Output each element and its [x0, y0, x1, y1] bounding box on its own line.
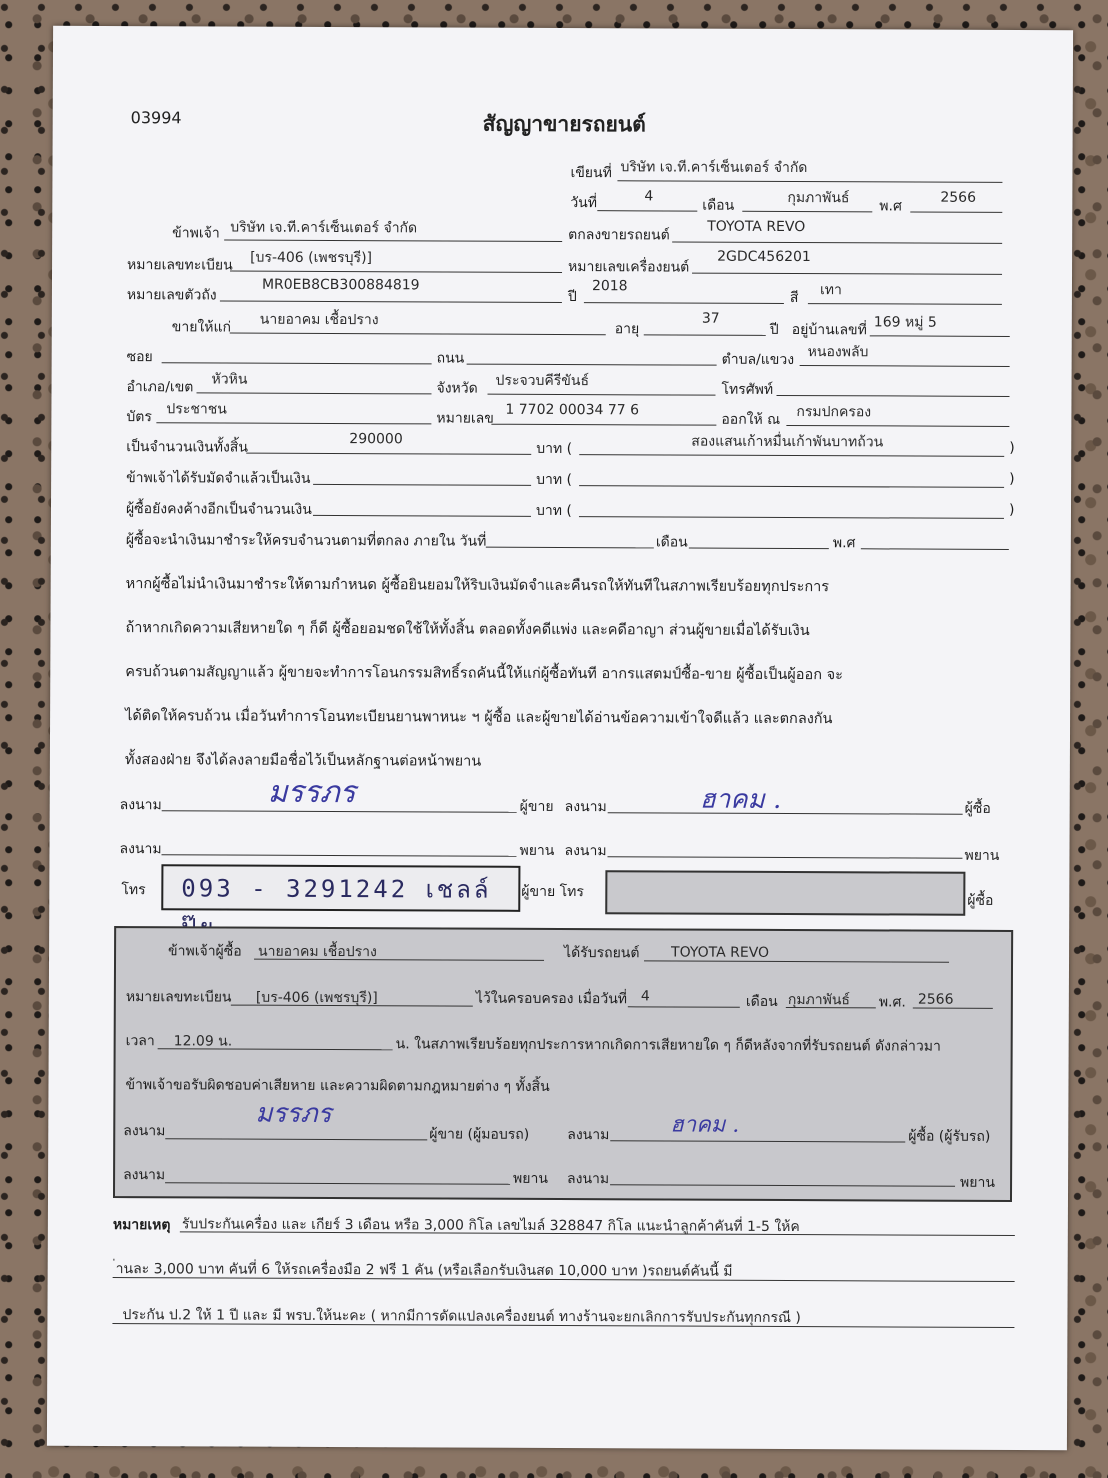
receipt-month-label: เดือน	[745, 993, 778, 1010]
receipt-time-value: 12.09 น.	[173, 1033, 233, 1050]
remain-line	[313, 515, 531, 517]
contract-sheet	[47, 26, 1073, 1450]
receipt-car-line	[644, 960, 949, 962]
written-at-label: เขียนที่	[570, 165, 612, 182]
amphoe-label: อำเภอ/เขต	[126, 379, 194, 396]
road-line	[467, 364, 717, 366]
chassis-line	[220, 301, 562, 303]
soi-line	[162, 362, 432, 364]
agree-label: ตกลงขายรถยนต์	[568, 227, 670, 244]
years-label: ปี	[769, 321, 779, 338]
date-label: วันที่	[570, 195, 598, 212]
buyer-sign-label: ลงนาม	[564, 799, 607, 816]
day-value: 4	[644, 188, 654, 205]
handwritten-phone: 093 - 3291242 เชลล์	[181, 874, 492, 904]
buyer-phone-role: ผู้ซื้อ	[967, 892, 994, 909]
issued-value: กรมปกครอง	[796, 404, 872, 421]
receipt-reg-label: หมายเลขทะเบียน	[125, 989, 232, 1006]
receipt-witness2-role: พยาน	[960, 1174, 995, 1191]
tambon-line	[800, 365, 1010, 367]
house-line	[870, 335, 1010, 337]
year-line	[910, 212, 1002, 213]
phone-label: โทรศัพท์	[721, 381, 774, 398]
receipt-buyer-role: ผู้ซื้อ (ผู้รับรถ)	[908, 1128, 991, 1145]
receipt-year-value: 2566	[917, 991, 954, 1008]
chassis-value: MR0EB8CB300884819	[261, 276, 420, 294]
total-line	[246, 453, 531, 455]
reg-label: หมายเลขทะเบียน	[127, 257, 233, 274]
card-label: บัตร	[126, 409, 152, 426]
id-line	[491, 424, 716, 426]
deposit-baht-label: บาท (	[536, 471, 573, 489]
car-year-value: 2018	[591, 278, 628, 295]
road-label: ถนน	[436, 350, 465, 367]
car-model-line	[672, 241, 1002, 243]
tambon-label: ตำบล/แขวง	[721, 351, 795, 369]
document-number: 03994	[130, 108, 182, 128]
receipt-condition-text: น. ในสภาพเรียบร้อยทุกประการหากเกิดการเสียหายใด ๆ ก็ดีหลังจากที่รับรถยนต์ ดังกล่าวมา	[395, 1036, 941, 1055]
pay-month-label: เดือน	[655, 534, 688, 551]
phone-line	[776, 395, 1009, 397]
witness2-sign-line	[607, 856, 962, 859]
buyer-value: นายอาคม เชื้อปราง	[259, 311, 379, 329]
witness1-role: พยาน	[519, 842, 555, 859]
buyer-sign-line	[608, 812, 963, 815]
terms-line-3: ครบถ้วนตามสัญญาแล้ว ผู้ขายจะทำการโอนกรรมสิทธิ์รถคันนี้ให้แก่ผู้ซื้อทันที อากรแสตมป์ซื้อ-ขาย ผู้ซื้อเป็นผู้ออก จะ	[125, 664, 843, 684]
terms-line-1: หากผู้ซื้อไม่นำเงินมาชำระให้ตามกำหนด ผู้ซื้อยินยอมให้ริบเงินมัดจำและคืนรถให้ทันทีในสภาพเรียบร้อยทุกประการ	[125, 576, 830, 596]
receipt-possess-label: ไว้ในครอบครอง เมื่อวันที่	[475, 990, 628, 1008]
age-label: อายุ	[614, 321, 640, 338]
receipt-time-label: เวลา	[125, 1033, 155, 1050]
total-close-paren: )	[1009, 439, 1015, 456]
id-label: หมายเลข	[436, 410, 494, 427]
receipt-witness1-sign-label: ลงนาม	[123, 1167, 166, 1184]
seller-value: บริษัท เจ.ที.คาร์เซ็นเตอร์ จำกัด	[230, 219, 418, 237]
car-model-value: TOYOTA REVO	[707, 218, 806, 236]
seller-signature: มรรภร	[267, 774, 356, 811]
pay-label: ผู้ซื้อจะนำเงินมาชำระให้ครบจำนวนตามที่ตกลง ภายใน วันที่	[125, 532, 487, 550]
receipt-received-label: ได้รับรถยนต์	[564, 945, 640, 962]
receipt-witness2-line	[610, 1184, 955, 1187]
total-words-value: สองแสนเก้าหมื่นเก้าพันบาทถ้วน	[691, 433, 884, 451]
receipt-witness2-sign-label: ลงนาม	[567, 1171, 610, 1188]
remain-baht-label: บาท (	[535, 502, 572, 520]
id-value: 1 7702 00034 77 6	[505, 401, 640, 419]
remarks-label: หมายเหตุ	[112, 1217, 171, 1234]
province-value: ประจวบคีรีขันธ์	[495, 372, 590, 390]
province-label: จังหวัด	[436, 380, 478, 397]
color-line	[808, 303, 1002, 305]
total-baht-label: บาท (	[536, 440, 573, 458]
receipt-buyer-label: ข้าพเจ้าผู้ซื้อ	[168, 943, 242, 960]
terms-line-2: ถ้าหากเกิดความเสียหายใด ๆ ก็ดี ผู้ซื้อยอมชดใช้ให้ทั้งสิ้น ตลอดทั้งคดีแพ่ง และคดีอาญา ส่วนผู้ขายเมื่อได้รับเงิน	[125, 620, 810, 640]
amphoe-value: หัวหิน	[211, 371, 248, 388]
receipt-day-value: 4	[640, 988, 650, 1005]
buyer-line	[230, 333, 606, 336]
witness1-sign-label: ลงนาม	[119, 841, 162, 858]
total-value: 290000	[349, 431, 403, 448]
deposit-line	[313, 484, 531, 486]
year-value: 2566	[940, 189, 977, 206]
issued-label: ออกให้ ณ	[721, 411, 781, 428]
car-year-label: ปี	[567, 289, 577, 306]
card-value: ประชาชน	[166, 401, 227, 418]
written-at-line	[617, 180, 1002, 183]
month-label: เดือน	[702, 197, 735, 214]
receipt-witness1-role: พยาน	[513, 1170, 548, 1187]
age-value: 37	[701, 310, 720, 327]
month-value: กุมภาพันธ์	[787, 189, 850, 207]
chassis-label: หมายเลขตัวถัง	[126, 287, 217, 304]
reg-value: [บร-406 (เพชรบุรี)]	[250, 249, 373, 267]
seller-line	[224, 240, 562, 242]
receipt-month-value: กุมภาพันธ์	[787, 991, 851, 1009]
receipt-buyer-sign-label: ลงนาม	[567, 1127, 610, 1144]
receipt-year-label: พ.ศ.	[878, 994, 906, 1011]
buyer-role: ผู้ซื้อ	[964, 800, 991, 817]
remain-words-line	[579, 516, 1004, 519]
house-value: 169 หมู่ 5	[873, 314, 937, 331]
deposit-words-line	[579, 485, 1004, 488]
terms-line-4: ได้ติดให้ครบถ้วน เมื่อวันทำการโอนทะเบียนยานพาหนะ ฯ ผู้ซื้อ และผู้ขายได้อ่านข้อความเข้าใจดีแล้ว และตกลงกัน	[125, 708, 833, 728]
witness2-sign-label: ลงนาม	[564, 843, 607, 860]
witness1-sign-line	[161, 854, 516, 857]
receipt-day-line	[628, 1006, 740, 1007]
pay-day-line	[486, 547, 654, 549]
province-line	[487, 394, 715, 396]
witness2-role: พยาน	[964, 847, 1000, 864]
written-at-value: บริษัท เจ.ที.คาร์เซ็นเตอร์ จำกัด	[620, 159, 808, 177]
total-words-line	[579, 454, 1004, 457]
seller-phone-role: ผู้ขาย โทร	[521, 883, 584, 901]
deposit-close-paren: )	[1009, 470, 1015, 487]
color-label: สี	[789, 289, 799, 307]
sell-to-label: ขายให้แก่	[171, 319, 232, 336]
amphoe-line	[197, 392, 432, 394]
phone-label-left: โทร	[121, 882, 146, 899]
engine-value: 2GDC456201	[717, 248, 811, 266]
buyer-phone-box	[605, 870, 965, 916]
receipt-responsibility-text: ข้าพเจ้าขอรับผิดชอบค่าเสียหาย และความผิดตามกฎหมายต่าง ๆ ทั้งสิ้น	[125, 1077, 550, 1095]
receipt-seller-sign-label: ลงนาม	[123, 1123, 166, 1140]
color-value: เทา	[819, 282, 842, 299]
month-line	[742, 211, 872, 213]
i-label: ข้าพเจ้า	[172, 225, 220, 242]
receipt-witness1-line	[165, 1182, 510, 1185]
deposit-label: ข้าพเจ้าได้รับมัดจำแล้วเป็นเงิน	[126, 470, 311, 487]
pay-year-line	[861, 548, 1009, 550]
engine-label: หมายเลขเครื่องยนต์	[568, 259, 690, 276]
remarks-line-3: ประกัน ป.2 ให้ 1 ปี และ มี พรบ.ให้นะคะ ( หากมีการดัดแปลงเครื่องยนต์ ทางร้านจะยกเลิกการรับประกันทุกกรณี )	[122, 1307, 801, 1327]
document-title: สัญญาขายรถยนต์	[482, 111, 646, 137]
issued-line	[786, 425, 1009, 427]
receipt-seller-role: ผู้ขาย (ผู้มอบรถ)	[429, 1126, 530, 1143]
terms-line-5: ทั้งสองฝ่าย จึงได้ลงลายมือชื่อไว้เป็นหลักฐานต่อหน้าพยาน	[124, 752, 482, 770]
receipt-buyer-value: นายอาคม เชื้อปราง	[258, 943, 377, 961]
receipt-buyer-sign-line	[610, 1140, 905, 1142]
receipt-seller-sign-line	[165, 1138, 427, 1140]
seller-role: ผู้ขาย	[519, 798, 554, 815]
receipt-reg-value: [บร-406 (เพชรบุรี)]	[255, 989, 378, 1007]
remarks-line-2: ่านละ 3,000 บาท คันที่ 6 ให้รถเครื่องมือ 2 ฟรี 1 คัน (หรือเลือกรับเงินสด 10,000 บาท )รถยนต์คันนี้ มี	[115, 1261, 733, 1280]
receipt-seller-signature: มรรภร	[255, 1098, 332, 1130]
receipt-car-value: TOYOTA REVO	[671, 944, 770, 961]
seller-phone-box	[161, 864, 520, 912]
card-line	[156, 422, 431, 424]
engine-line	[692, 273, 1002, 275]
receipt-section	[113, 926, 1013, 1202]
remarks-line-1: รับประกันเครื่อง และ เกียร์ 3 เดือน หรือ 3,000 กิโล เลขไมล์ 328847 กิโล แนะนำลูกค้าคันที่ 1-5 ให้ค	[181, 1216, 800, 1236]
year-label: พ.ศ	[879, 198, 902, 215]
remain-label: ผู้ซื้อยังคงค้างอีกเป็นจำนวนเงิน	[125, 501, 312, 518]
remain-close-paren: )	[1008, 501, 1015, 518]
total-label: เป็นจำนวนเงินทั้งสิ้น	[126, 439, 248, 456]
receipt-buyer-signature: ฮาคม .	[670, 1112, 740, 1138]
house-label: อยู่บ้านเลขที่	[791, 322, 867, 339]
soi-label: ซอย	[126, 349, 153, 366]
car-year-line	[584, 302, 784, 304]
pay-year-label: พ.ศ	[832, 535, 856, 552]
buyer-signature: ฮาคม .	[699, 784, 782, 815]
reg-line	[230, 271, 562, 273]
seller-sign-label: ลงนาม	[119, 797, 162, 814]
pay-month-line	[689, 548, 829, 550]
receipt-year-line	[913, 1008, 993, 1009]
tambon-value: หนองพลับ	[807, 344, 869, 361]
day-line	[597, 210, 697, 211]
age-line	[644, 334, 766, 336]
